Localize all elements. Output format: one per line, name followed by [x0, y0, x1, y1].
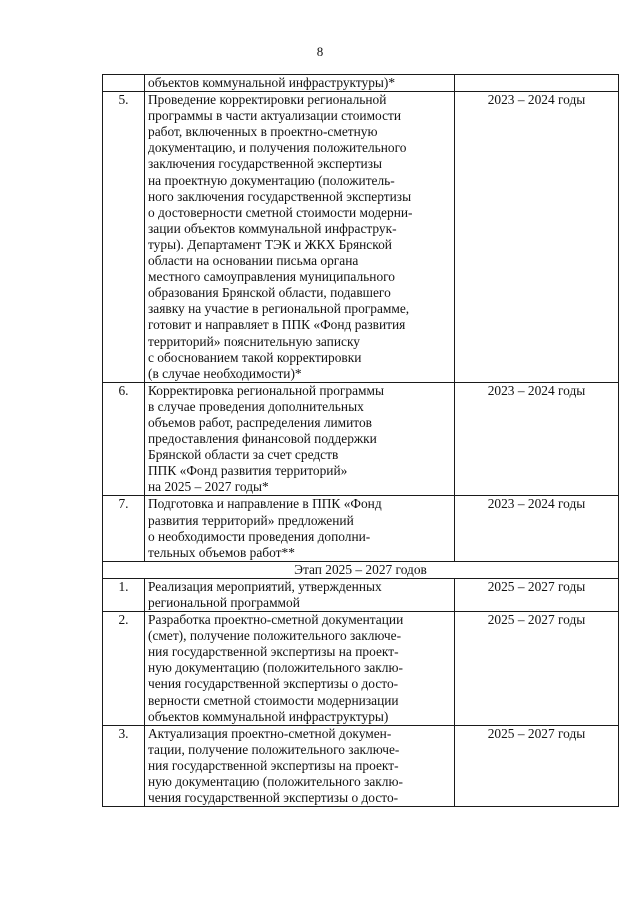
- description-line: объектов коммунальной инфраструктуры)*: [148, 75, 396, 90]
- description-line: региональной программой: [148, 595, 300, 610]
- plan-table: [102, 74, 619, 807]
- description-line: о достоверности сметной стоимости модерни-: [148, 204, 413, 220]
- description-line: заявку на участие в региональной программе,: [148, 301, 410, 317]
- row-period: [455, 75, 619, 92]
- description-line: о необходимости проведения дополни-: [148, 528, 371, 544]
- description-line: готовит и направляет в ППК «Фонд развития: [148, 317, 406, 333]
- row-period: 2023 – 2024 годы: [455, 382, 619, 496]
- description-line: программы в части актуализации стоимости: [148, 108, 402, 124]
- description-line: на 2025 – 2027 годы*: [148, 479, 269, 495]
- row-number: 3.: [103, 725, 145, 806]
- description-line: тации, получение положительного заключе-: [148, 741, 400, 757]
- description-line: (смет), получение положительного заключе-: [148, 628, 402, 644]
- table-row: [103, 382, 619, 496]
- description-line: развития территорий» предложений: [148, 512, 354, 528]
- row-number: 6.: [103, 382, 145, 496]
- description-line: ную документацию (положительного заклю-: [148, 660, 403, 676]
- row-number: 7.: [103, 496, 145, 561]
- row-number: 2.: [103, 612, 145, 726]
- description-line: в случае проведения дополнительных: [148, 398, 364, 414]
- description-line: чения государственной экспертизы о досто-: [148, 676, 399, 692]
- description-line: заключения государственной экспертизы: [148, 156, 383, 172]
- description-line: ния государственной экспертизы на проект-: [148, 757, 399, 773]
- description-line: Разработка проектно-сметной документации: [148, 612, 404, 628]
- description-line: Корректировка региональной программы: [148, 382, 384, 398]
- description-line: Актуализация проектно-сметной докумен-: [148, 725, 392, 741]
- row-number: [103, 75, 145, 92]
- description-line: Брянской области за счет средств: [148, 447, 339, 463]
- description-line: ния государственной экспертизы на проект-: [148, 644, 399, 660]
- description-line: туры). Департамент ТЭК и ЖКХ Брянской: [148, 236, 392, 252]
- row-description: [145, 725, 455, 806]
- description-line: тельных объемов работ**: [148, 544, 295, 560]
- row-number: 1.: [103, 578, 145, 611]
- description-line: области на основании письма органа: [148, 253, 359, 269]
- row-period: 2023 – 2024 годы: [455, 496, 619, 561]
- description-line: объектов коммунальной инфраструктуры): [148, 708, 389, 724]
- description-line: объемов работ, распределения лимитов: [148, 414, 373, 430]
- description-line: предоставления финансовой поддержки: [148, 431, 377, 447]
- description-line: ного заключения государственной экспертизы: [148, 188, 412, 204]
- table-row: [103, 92, 619, 383]
- description-line: верности сметной стоимости модернизации: [148, 692, 399, 708]
- row-period: 2025 – 2027 годы: [455, 725, 619, 806]
- table-row: [103, 578, 619, 611]
- description-line: местного самоуправления муниципального: [148, 269, 395, 285]
- description-line: Проведение корректировки региональной: [148, 92, 387, 108]
- table-row: [103, 496, 619, 561]
- description-line: чения государственной экспертизы о досто-: [148, 790, 399, 806]
- description-line: ную документацию (положительного заклю-: [148, 774, 403, 790]
- stage-heading: Этап 2025 – 2027 годов: [103, 561, 619, 578]
- row-description: [145, 612, 455, 726]
- table-row: [103, 612, 619, 726]
- row-description: [145, 496, 455, 561]
- stage-heading-section: [103, 561, 619, 578]
- description-line: Подготовка и направление в ППК «Фонд: [148, 496, 382, 512]
- row-description: [145, 382, 455, 496]
- description-line: территорий» пояснительную записку: [148, 333, 360, 349]
- description-line: на проектную документацию (положитель-: [148, 172, 395, 188]
- table-body-top: [103, 75, 619, 562]
- row-period: 2025 – 2027 годы: [455, 612, 619, 726]
- table-row: [103, 75, 619, 92]
- row-period: 2023 – 2024 годы: [455, 92, 619, 383]
- page-number: 8: [316, 44, 324, 59]
- row-description: [145, 92, 455, 383]
- description-line: с обоснованием такой корректировки: [148, 349, 362, 365]
- description-line: Реализация мероприятий, утвержденных: [148, 578, 382, 594]
- table-row: [103, 725, 619, 806]
- row-number: 5.: [103, 92, 145, 383]
- stage-heading-row: [103, 561, 619, 578]
- description-line: ППК «Фонд развития территорий»: [148, 463, 348, 479]
- description-line: (в случае необходимости)*: [148, 365, 302, 381]
- row-period: 2025 – 2027 годы: [455, 578, 619, 611]
- table-body-bottom: [103, 578, 619, 806]
- description-line: документацию, и получения положительного: [148, 140, 407, 156]
- description-line: зации объектов коммунальной инфраструк-: [148, 220, 397, 236]
- row-description: [145, 75, 455, 92]
- row-description: [145, 578, 455, 611]
- description-line: образования Брянской области, подавшего: [148, 285, 391, 301]
- description-line: работ, включенных в проектно-сметную: [148, 124, 378, 140]
